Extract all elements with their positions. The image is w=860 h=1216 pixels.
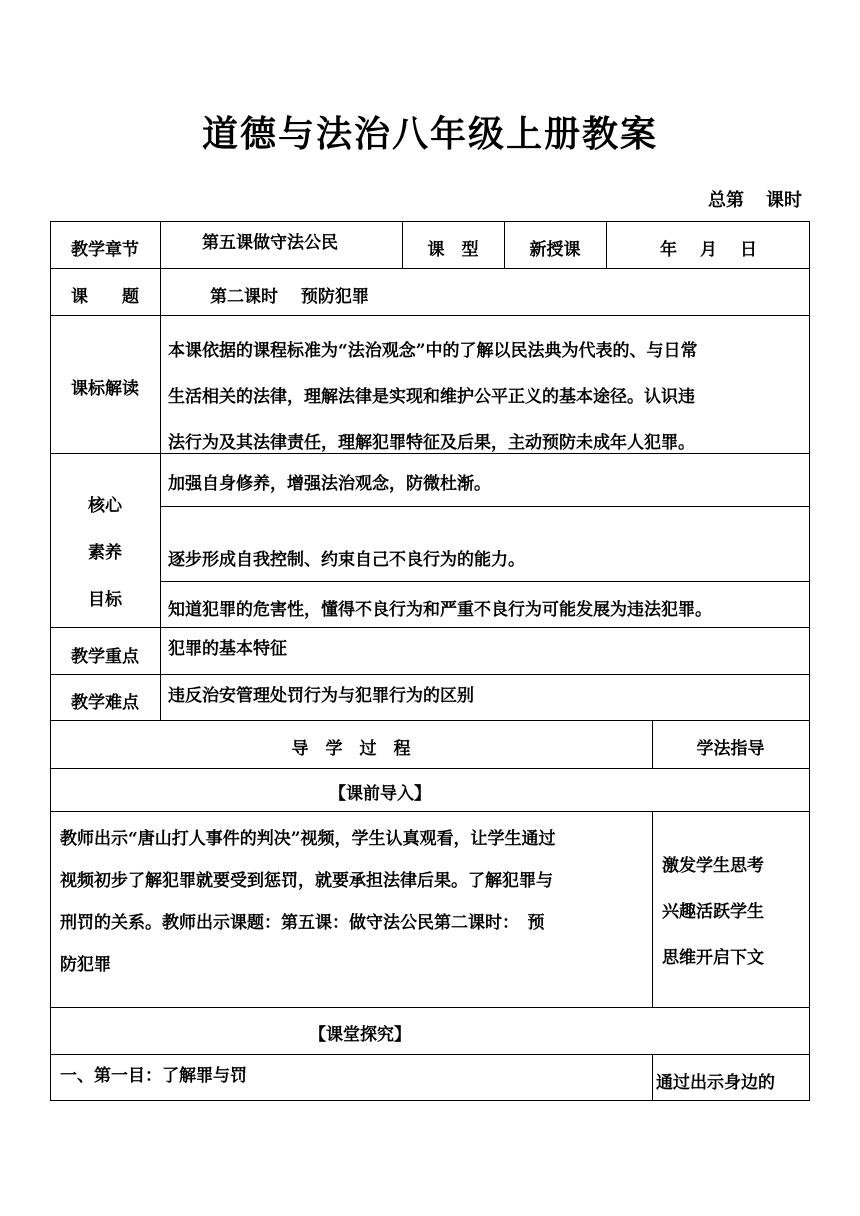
pre-intro-title: 【课前导入】 bbox=[329, 784, 431, 804]
rule bbox=[50, 221, 810, 222]
rule bbox=[50, 768, 810, 769]
difficulty-value: 违反治安管理处罚行为与犯罪行为的区别 bbox=[168, 686, 474, 706]
difficulty-label: 教学难点 bbox=[71, 693, 139, 713]
rule bbox=[50, 720, 810, 721]
pre-intro-guide-line: 兴趣活跃学生 bbox=[662, 902, 764, 922]
date-day: 日 bbox=[740, 240, 757, 260]
standard-text bbox=[168, 328, 698, 466]
standard-line: 生活相关的法律，理解法律是实现和维护公平正义的基本途径。认识违 bbox=[168, 387, 695, 407]
guide-header: 学法指导 bbox=[696, 739, 765, 759]
explore-item-1-guide: 通过出示身边的 bbox=[656, 1073, 775, 1093]
period-counter bbox=[708, 186, 802, 212]
rule bbox=[50, 315, 810, 316]
core-goal-item: 知道犯罪的危害性，懂得不良行为和严重不良行为可能发展为违法犯罪。 bbox=[168, 600, 712, 620]
chapter-value: 第五课做守法公民 bbox=[202, 233, 338, 253]
rule bbox=[606, 221, 607, 268]
date-year: 年 bbox=[660, 240, 677, 260]
core-goals-label-line: 核心 bbox=[88, 496, 122, 516]
rule bbox=[160, 221, 161, 720]
rule bbox=[50, 1100, 810, 1101]
rule bbox=[50, 674, 810, 675]
period-unit: 课时 bbox=[766, 190, 802, 211]
topic-label: 课 题 bbox=[71, 287, 139, 307]
pre-intro-text bbox=[60, 818, 556, 986]
period-label: 总第 bbox=[708, 190, 744, 211]
rule bbox=[50, 1054, 810, 1055]
pre-intro-guide bbox=[662, 843, 764, 981]
type-value: 新授课 bbox=[529, 240, 581, 260]
pre-intro-guide-line: 激发学生思考 bbox=[662, 856, 764, 876]
pre-intro-line: 视频初步了解犯罪就要受到惩罚，就要承担法律后果。了解犯罪与 bbox=[60, 871, 553, 891]
key-point-label: 教学重点 bbox=[71, 647, 139, 667]
core-goals-label-line: 素养 bbox=[88, 543, 122, 563]
standard-line: 本课依据的课程标准为“法治观念”中的了解以民法典为代表的、与日常 bbox=[168, 341, 698, 361]
process-header: 导 学 过 程 bbox=[291, 739, 411, 759]
standard-label: 课标解读 bbox=[71, 379, 139, 399]
rule bbox=[160, 581, 810, 582]
key-point-value: 犯罪的基本特征 bbox=[168, 639, 287, 659]
core-goals-label bbox=[50, 483, 160, 624]
chapter-label: 教学章节 bbox=[71, 240, 139, 260]
topic-value: 第二课时 预防犯罪 bbox=[210, 287, 369, 307]
pre-intro-line: 刑罚的关系。教师出示课题：第五课：做守法公民第二课时： 预 bbox=[60, 913, 545, 933]
class-explore-title: 【课堂探究】 bbox=[309, 1025, 411, 1045]
core-goal-item: 加强自身修养，增强法治观念，防微杜渐。 bbox=[168, 474, 491, 494]
rule bbox=[50, 1007, 810, 1008]
rule bbox=[160, 506, 810, 507]
rule bbox=[809, 221, 810, 1101]
standard-line: 法行为及其法律责任，理解犯罪特征及后果，主动预防未成年人犯罪。 bbox=[168, 433, 695, 453]
rule bbox=[50, 627, 810, 628]
rule bbox=[50, 811, 810, 812]
rule bbox=[652, 811, 653, 1007]
explore-item-1: 一、第一目：了解罪与罚 bbox=[60, 1066, 247, 1086]
date-month: 月 bbox=[700, 240, 717, 260]
pre-intro-line: 教师出示“唐山打人事件的判决”视频，学生认真观看，让学生通过 bbox=[60, 829, 556, 849]
pre-intro-line: 防犯罪 bbox=[60, 955, 111, 975]
document-title: 道德与法治八年级上册教案 bbox=[201, 113, 658, 155]
type-label: 课 型 bbox=[427, 240, 479, 260]
rule bbox=[50, 268, 810, 269]
pre-intro-guide-line: 思维开启下文 bbox=[662, 948, 764, 968]
rule bbox=[652, 1054, 653, 1101]
core-goal-item: 逐步形成自我控制、约束自己不良行为的能力。 bbox=[168, 550, 525, 570]
core-goals-label-line: 目标 bbox=[88, 590, 122, 610]
